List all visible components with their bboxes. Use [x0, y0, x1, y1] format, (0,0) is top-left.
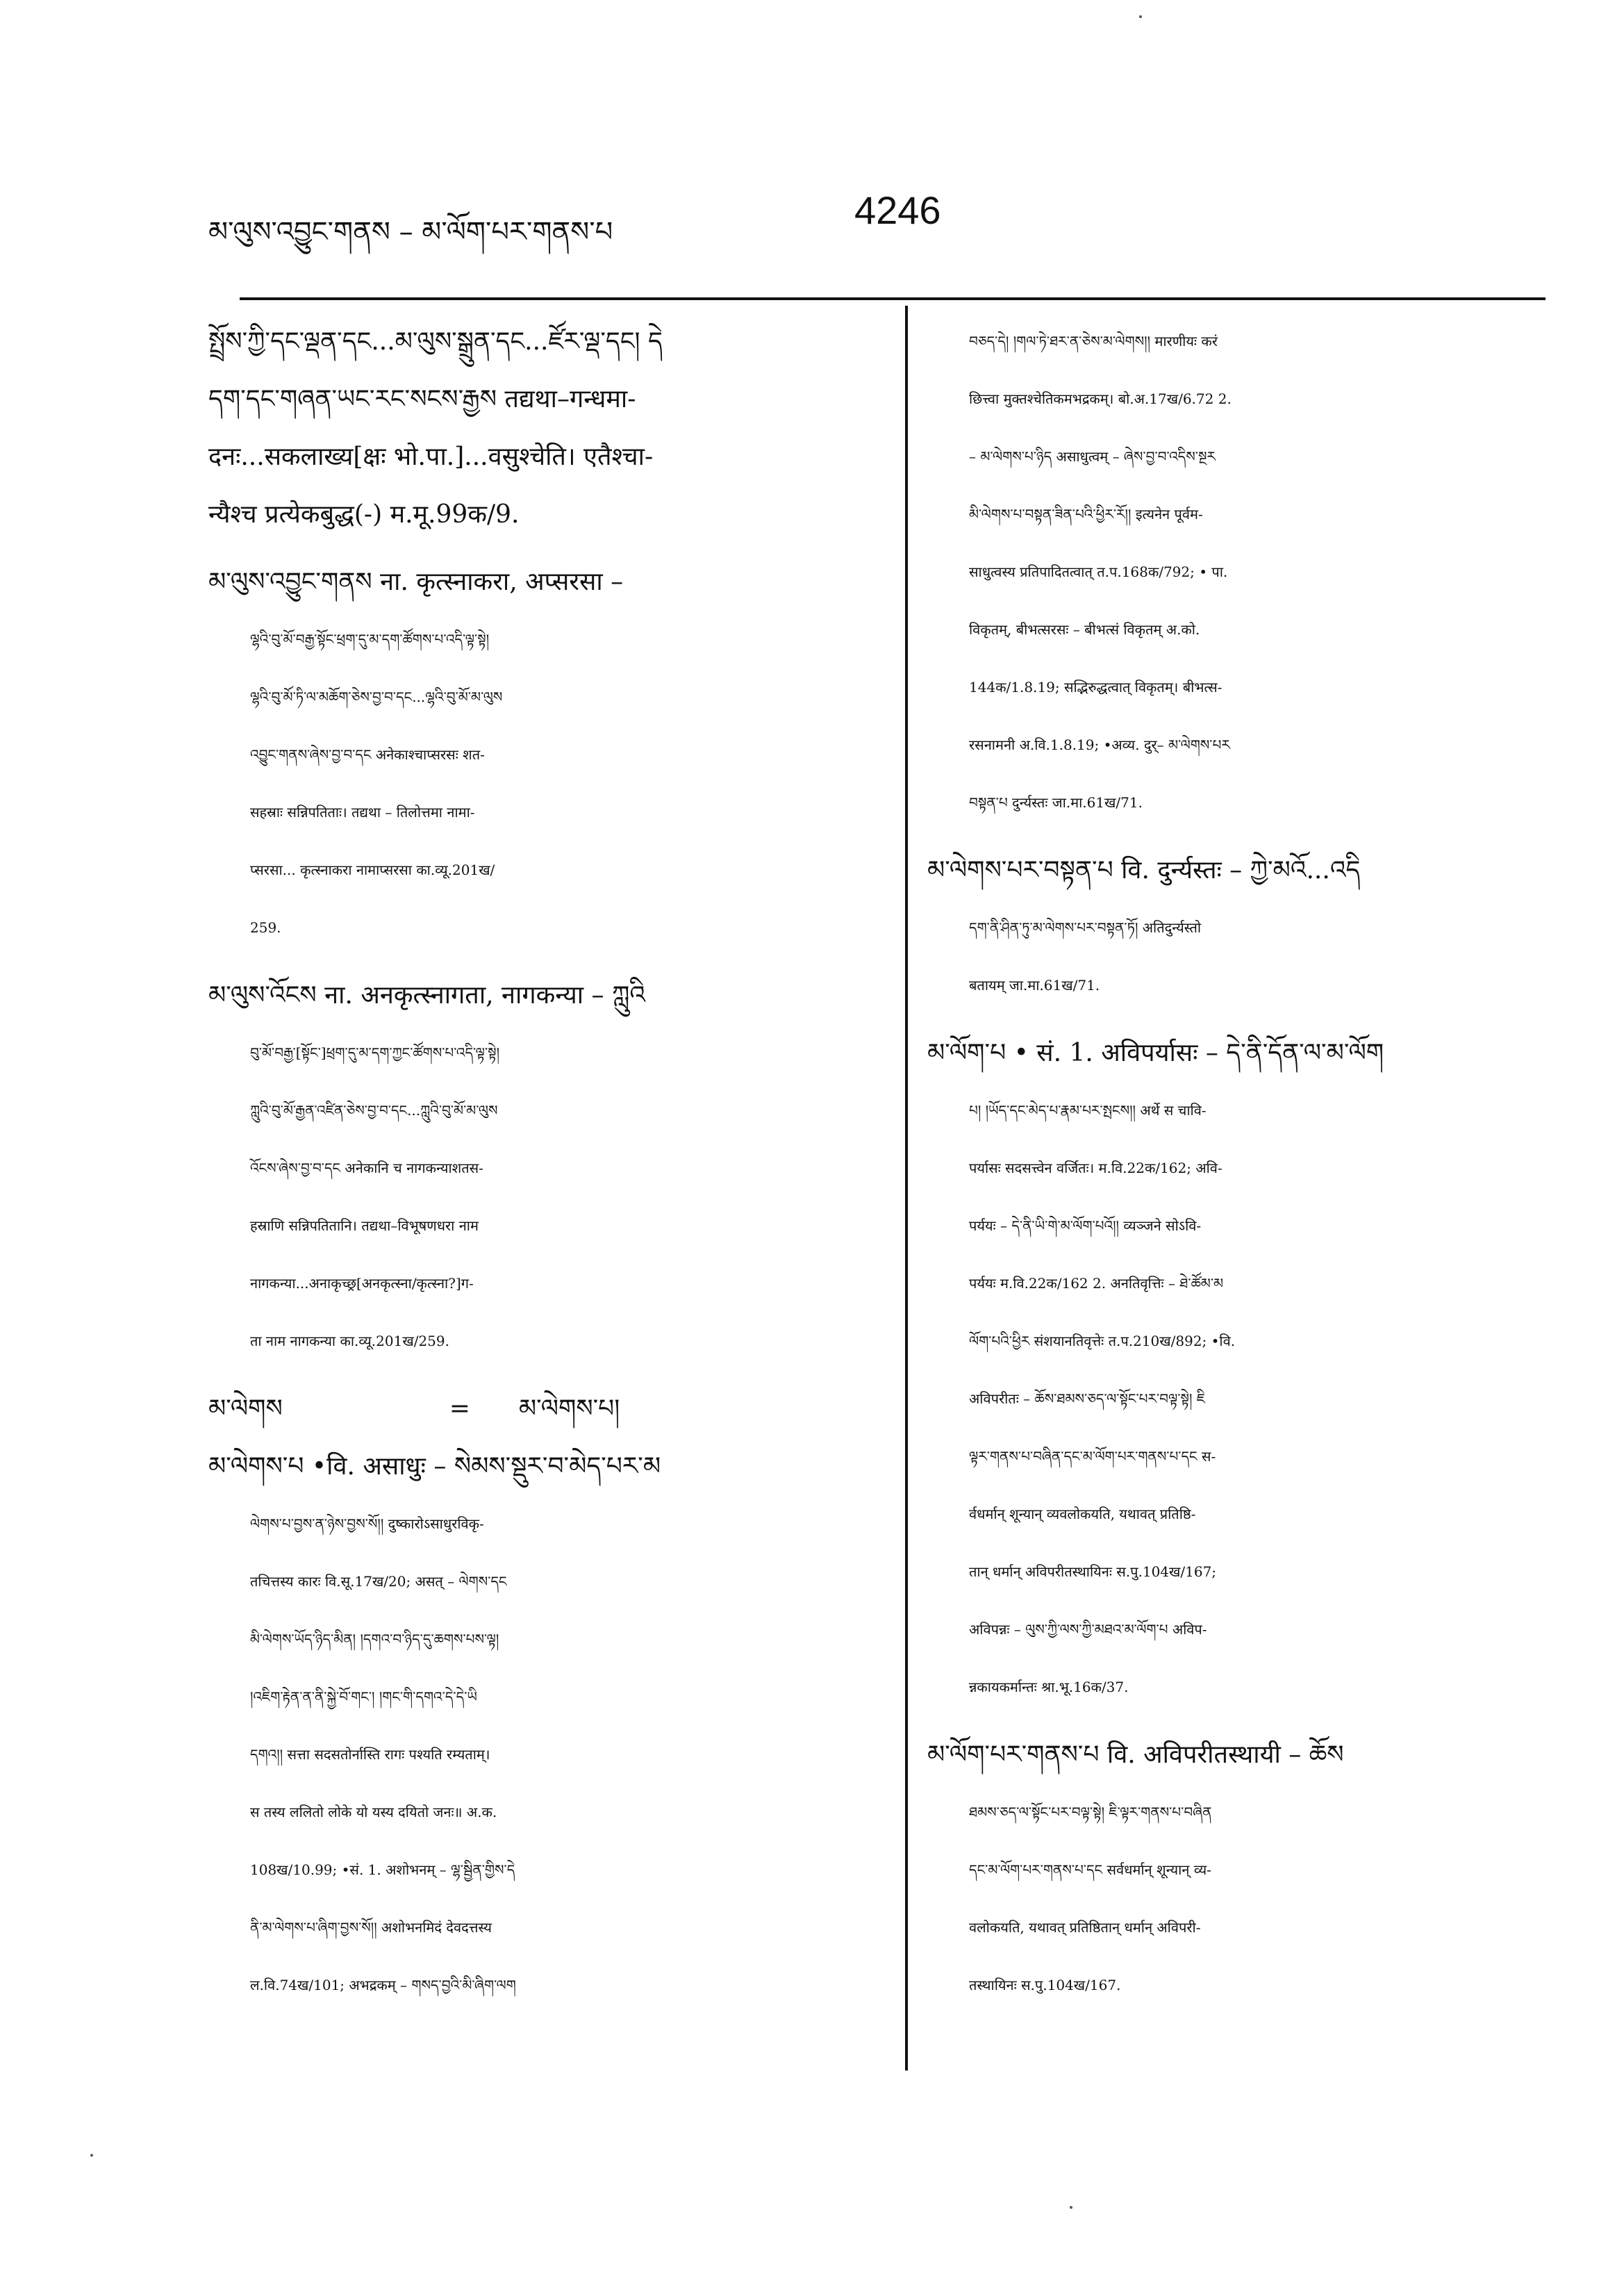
entry-line: ता नाम नागकन्या का.व्यू.201ख/259. [250, 1333, 449, 1349]
entry-line: वलोकयति, यथावत् प्रतिष्ठितान् धर्मान् अविपरी- [969, 1919, 1201, 1936]
entry-headline: མ་ལུས་འོངས ना. अनकृत्स्नागता, नागकन्या – ཀླུའི [208, 981, 645, 1010]
left-column [208, 313, 872, 2014]
entry-line: अविपरीतः – ཆོས་ཐམས་ཅད་ལ་སྟོང་པར་བལྟ་སྟེ། ཇི [969, 1390, 1205, 1407]
dictionary-entry-continued [927, 313, 1542, 832]
entry-line: པ། །ཡོད་དང་མེད་པ་རྣམ་པར་སྤངས།། अर्थे स चावि- [969, 1102, 1207, 1119]
scan-speck [90, 2154, 93, 2157]
entry-headline: མ་ལོག་པར་གནས་པ वि. अविपरीतस्थायी – ཆོས [927, 1740, 1344, 1769]
entry-line: विकृतम्, बीभत्सरसः – बीभत्सं विकृतम् अ.को. [969, 621, 1200, 638]
entry-line: དང་མ་ལོག་པར་གནས་པ་དང सर्वधर्मान् शून्यान् व्य- [969, 1861, 1211, 1878]
dictionary-entry [208, 966, 872, 1370]
entry-line: ལོག་པའི་ཕྱིར संशयानतिवृत्तेः त.प.210ख/892; •वि. [969, 1333, 1236, 1349]
entry-line: साधुत्वस्य प्रतिपादितत्वात् त.प.168क/792; • पा. [969, 563, 1228, 580]
entry-line: दनः...सकलाख्य[क्षः भो.पा.]...वसुश्चेति। एतैश्चा- [208, 443, 654, 471]
entry-line: དག་དང་གཞན་ཡང་རང་སངས་རྒྱས तद्यथा–गन्धमा- [208, 385, 636, 413]
entry-line: ནི་མ་ལེགས་པ་ཞིག་བྱས་སོ།། अशोभनमिदं देवदत्तस्य [250, 1919, 492, 1936]
entry-line: सहस्राः सन्निपतिताः। तद्यथा – तिलोत्तमा नामा- [250, 804, 475, 821]
entry-line: तचित्तस्य कारः वि.सू.17ख/20; असत् – ལེགས་དང [250, 1573, 507, 1590]
dictionary-entry [927, 1024, 1542, 1716]
dictionary-entry [208, 553, 872, 957]
page-number: 4246 [854, 188, 941, 232]
entry-line: ཐམས་ཅད་ལ་སྟོང་པར་བལྟ་སྟེ། ཇི་ལྟར་གནས་པ་བཞིན [969, 1804, 1212, 1820]
cross-reference-term: མ་ལེགས [208, 1394, 283, 1423]
entry-line: ཀླུའི་བུ་མོ་རྒྱན་འཛིན་ཅེས་བྱ་བ་དང...ཀླུའི་བུ་མོ་མ་ལུས [250, 1102, 498, 1119]
dictionary-entry [927, 841, 1542, 1014]
right-column [927, 313, 1542, 2014]
entry-line: छित्त्वा मुक्तश्चेतिकमभद्रकम्। बो.अ.17ख/6.72 2. [969, 390, 1232, 407]
entry-line: प्सरसा... कृत्स्नाकरा नामाप्सरसा का.व्यू.201ख/ [250, 862, 495, 878]
entry-line: སྤྲོས་ཀྱི་དང་ལྡན་དང...མ་ལུས་སྒྲུན་དང...ཛོར་ལྡ་དང། དེ [208, 327, 663, 356]
entry-line: ལྷའི་བུ་མོ་ཏི་ལ་མཆོག་ཅེས་བྱ་བ་དང...ལྷའི་བུ་མོ་མ་ལུས [250, 689, 503, 705]
entry-line: – མ་ལེགས་པ་ཉིད असाधुत्वम् – ཞེས་བྱ་བ་འདིས་སྔར [969, 448, 1216, 465]
dictionary-entry [927, 1726, 1542, 2014]
entry-line: བསྟན་པ दुर्न्यस्तः जा.मा.61ख/71. [969, 794, 1143, 811]
entry-line: बतायम् जा.मा.61ख/71. [969, 977, 1100, 994]
cross-reference-entry [208, 1380, 872, 1438]
entry-line: 108ख/10.99; •सं. 1. अशोभनम् – ལྷ་སྦྱིན་གྱིས་དེ [250, 1861, 515, 1878]
dictionary-entry [208, 1438, 872, 2014]
entry-line: མི་ལེགས་པ་བསྟན་ཟིན་པའི་ཕྱིར་རོ།། इत्यनेन पूर्वम- [969, 506, 1203, 522]
column-divider [905, 306, 908, 2071]
entry-line: तान् धर्मान् अविपरीतस्थायिनः स.पु.104ख/167; [969, 1563, 1217, 1580]
equals-sign: = [449, 1394, 470, 1423]
entry-line: अविपन्नः – ལུས་ཀྱི་ལས་ཀྱི་མཐའ་མ་ལོག་པ अविप- [969, 1621, 1207, 1638]
entry-headline: མ་ལོག་པ • सं. 1. अविपर्यासः – དེ་ནི་དོན་ལ་མ་ལོག [927, 1039, 1384, 1067]
running-header [208, 188, 1521, 250]
scan-speck [1139, 15, 1142, 18]
entry-line: བུ་མོ་བརྒྱ་[སྟོང་]ཕྲག་དུ་མ་དག་ཀྱང་ཚོགས་པ་འདི་ལྟ་སྟེ། [250, 1044, 500, 1061]
entry-line: དག་ནི་ཤིན་ཏུ་མ་ལེགས་པར་བསྟན་ཏོ། अतिदुर्न्यस्तो [969, 919, 1202, 936]
entry-line: न्यैश्च प्रत्येकबुद्ध(-) म.मू.99क/9. [208, 500, 520, 529]
entry-line: न्नकायकर्मान्तः श्रा.भू.16क/37. [969, 1679, 1129, 1695]
entry-line: ल.वि.74ख/101; अभद्रकम् – གསད་བྱའི་མི་ཞིག་ལག [250, 1977, 516, 1993]
entry-line: स तस्य ललितो लोके यो यस्य दयितो जनः॥ अ.क. [250, 1804, 497, 1820]
entry-line: །འཇིག་རྟེན་ན་ནི་སྐྱེ་བོ་གང་། །གང་གི་དགའ་དེ་དེ་ཡི [250, 1688, 477, 1705]
entry-line: रसनामनी अ.वि.1.8.19; •अव्य. दुर्– མ་ལེགས་པར [969, 736, 1230, 753]
entry-line: ལེགས་པ་བྱས་ན་ཉེས་བྱས་སོ།། दुष्कारोऽसाधुरविकृ- [250, 1515, 484, 1532]
cross-reference-target: མ་ལེགས་པ། [518, 1394, 620, 1423]
entry-line: འབྱུང་གནས་ཞེས་བྱ་བ་དང अनेकाश्चाप्सरसः शत- [250, 746, 485, 763]
entry-line: འོངས་ཞེས་བྱ་བ་དང अनेकानि च नागकन्याशतस- [250, 1160, 483, 1176]
entry-line: र्वधर्मान् शून्यान् व्यवलोकयति, यथावत् प्रतिष्ठि- [969, 1506, 1196, 1522]
entry-line: བཅད་དེ། །གལ་ཏེ་ཐར་ན་ཅེས་མ་ལེགས།། मारणीयः करं [969, 333, 1218, 349]
entry-headline: མ་ལེགས་པ •वि. असाधुः – སེམས་སྡུར་བ་མེད་པར་མ [208, 1452, 661, 1481]
scan-speck [1070, 2206, 1072, 2209]
entry-line: 259. [250, 919, 281, 936]
entry-line: 144क/1.8.19; सद्भिरुद्धत्वात् विकृतम्। बीभत्स- [969, 679, 1223, 696]
header-rule [240, 297, 1546, 300]
entry-line: तस्थायिनः स.पु.104ख/167. [969, 1977, 1121, 1993]
dictionary-entry [208, 313, 872, 543]
entry-headline: མ་ལེགས་པར་བསྟན་པ वि. दुर्न्यस्तः – ཀྱེ་མའོ...འདི [927, 856, 1361, 884]
entry-line: དགའ།། सत्ता सदसतोर्नास्ति रागः पश्यति रम्यताम्। [250, 1746, 490, 1763]
entry-line: नागकन्या...अनाकृच्छ्र[अनकृत्स्ना/कृत्स्ना?]ग- [250, 1275, 474, 1292]
entry-line: ལྷའི་བུ་མོ་བརྒྱ་སྟོང་ཕྲག་དུ་མ་དག་ཚོགས་པ་འདི་ལྟ་སྟེ། [250, 631, 490, 648]
header-guide-words: མ་ལུས་འབྱུང་གནས – མ་ལོག་པར་གནས་པ [208, 216, 613, 248]
entry-headline: མ་ལུས་འབྱུང་གནས ना. कृत्स्नाकरा, अप्सरसा – [208, 568, 624, 596]
entry-line: पर्ययः – དེ་ནི་ཡི་གེ་མ་ལོག་པའོ།། व्यञ्जने सोऽवि- [969, 1217, 1202, 1234]
entry-line: ལྟར་གནས་པ་བཞིན་དང་མ་ལོག་པར་གནས་པ་དང स- [969, 1448, 1216, 1465]
entry-line: མི་ལེགས་ཡོད་ཉིད་མིན། །དགའ་བ་ཉིད་དུ་ཆགས་པས་ལྟ། [250, 1631, 499, 1647]
entry-line: पर्ययः म.वि.22क/162 2. अनतिवृत्तिः – ཐེ་ཚོམ་མ [969, 1275, 1224, 1292]
entry-line: हस्राणि सन्निपतितानि। तद्यथा–विभूषणधरा नाम [250, 1217, 479, 1234]
entry-line: पर्यासः सदसत्त्वेन वर्जितः। म.वि.22क/162; अवि- [969, 1160, 1223, 1176]
